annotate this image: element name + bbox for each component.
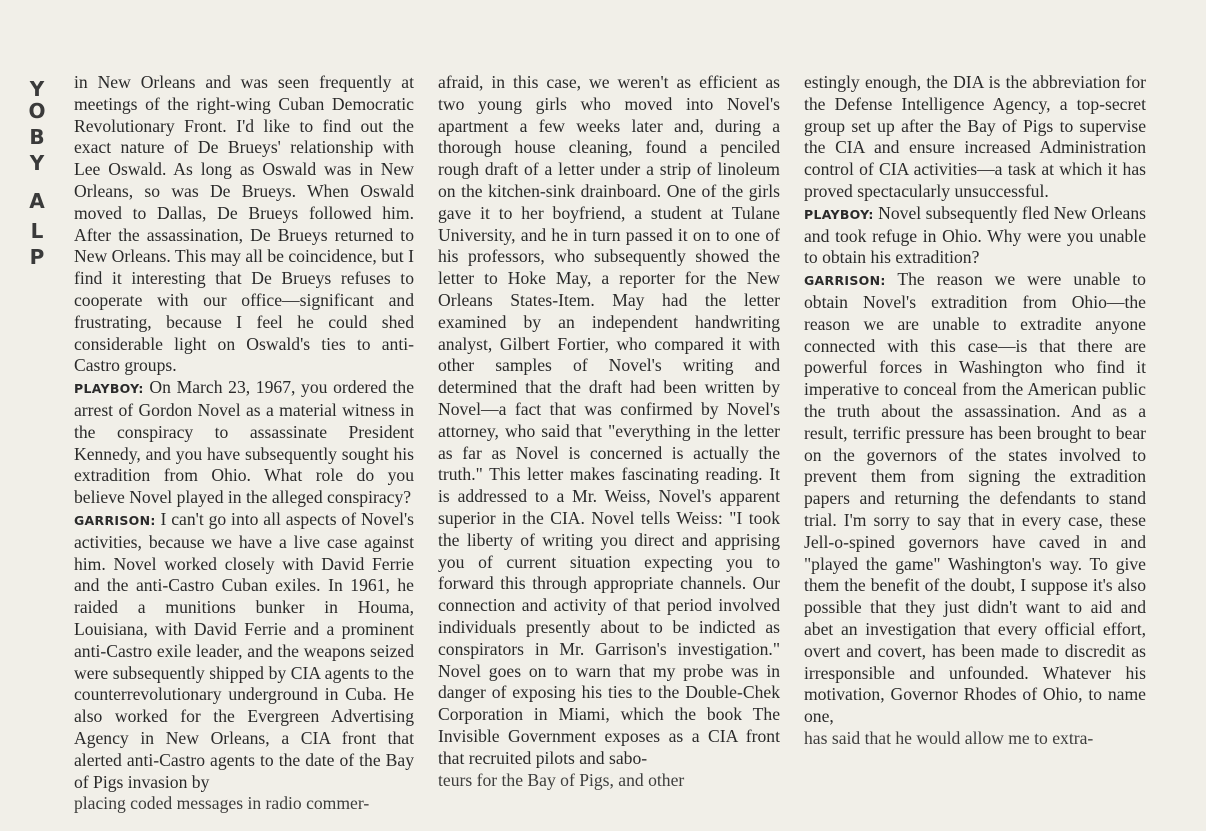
speaker-label: GARRISON: [74, 512, 156, 528]
speaker-label: PLAYBOY: [74, 381, 144, 397]
paragraph: PLAYBOY: Novel subsequently fled New Orleans and took refuge in Ohio. Why were you unable to obtain his extradition? [804, 202, 1146, 268]
cutoff-line: teurs for the Bay of Pigs, and other [438, 769, 685, 790]
paragraph: GARRISON: The reason we were unable to obtain Novel's extradition from Ohio—the reason we are unable to extradite anyone connected with this case—is that there are powerful forces in Washington who find it imperative to conceal from the American public the truth about the assassination. And as a result, terrific pressure has been brought to bear on the governors of the states involved to prevent them from signing the extradition papers and returning the defendants to stand trial. I'm sorry to say that in every case, these Jell-o-spined governors have caved in and "played the game" Washington's way. To give them the benefit of the doubt, I suppose it's also possible that they just didn't want to aid and abet an investigation that every official effort, overt and covert, has been made to discredit as irresponsible and unfounded. Whatever his motivation, Governor Rhodes of Ohio, to name one, [804, 269, 1146, 727]
title-letter: B [29, 125, 45, 149]
speaker-label: GARRISON: [804, 273, 886, 289]
title-letter: O [28, 99, 46, 123]
paragraph: afraid, in this case, we weren't as efficient as two young girls who moved into Novel's apartment a few weeks later and, during a thorough house cleaning, found a penciled rough draft of a letter under a strip of linoleum on the kitchen-sink drainboard. One of the girls gave it to her boyfriend, a student at Tulane University, and he in turn passed it on to one of his professors, who subsequently showed the letter to Hoke May, a reporter for the New Orleans States-Item. May had the letter examined by an independent handwriting analyst, Gilbert Fortier, who compared it with other samples of Novel's writing and determined that the draft had been written by Novel—a fact that was confirmed by Novel's attorney, who said that "everything in the letter as far as Novel is concerned is actually the truth." This letter makes fascinating reading. It is addressed to a Mr. Weiss, Novel's apparent superior in the CIA. Novel tells Weiss: "I took the liberty of writing you direct and apprising you of current situation expecting you to forward this through appropriate channels. Our connection and activity of that period involved individuals presently about to be indicted as conspirators in Mr. Garrison's investigation." Novel goes on to warn that my probe was in danger of exposing his ties to the Double-Chek Corporation in Miami, which the book The Invisible Government exposes as a CIA front that recruited pilots and sabo- [438, 72, 780, 768]
cutoff-line: placing coded messages in radio commer- [74, 793, 370, 814]
paragraph: GARRISON: I can't go into all aspects of Novel's activities, because we have a live case against him. Novel worked closely with David Ferrie and the anti-Castro Cuban exiles. In 1961, he raided a munitions bunker in Houma, Louisiana, with David Ferrie and a prominent anti-Castro exile leader, and the weapons seized were subsequently shipped by CIA agents to the counterrevolutionary underground in Cuba. He also worked for the Evergreen Advertising Agency in New Orleans, a CIA front that alerted anti-Castro agents to the date of the Bay of Pigs invasion by [74, 508, 414, 792]
text-column-3 [804, 72, 1146, 748]
title-letter: A [29, 189, 45, 213]
paragraph: PLAYBOY: On March 23, 1967, you ordered the arrest of Gordon Novel as a material witness in the conspiracy to assassinate President Kennedy, and you have subsequently sought his extradition from Ohio. What role do you believe Novel played in the alleged conspiracy? [74, 377, 414, 508]
cutoff-line: has said that he would allow me to extra- [804, 727, 1094, 748]
title-letter: L [30, 219, 44, 243]
text-column-2 [438, 72, 780, 790]
paragraph: in New Orleans and was seen frequently at meetings of the right-wing Cuban Democratic Revolutionary Front. I'd like to find out the exact nature of De Brueys' relationship with Lee Oswald. As long as Oswald was in New Orleans, so was De Brueys. When Oswald moved to Dallas, De Brueys followed him. After the assassination, De Brueys returned to New Orleans. This may all be coincidence, but I find it interesting that De Brueys refuses to cooperate with our office—significant and frustrating, because I feel he could shed considerable light on Oswald's ties to anti-Castro groups. [74, 72, 414, 376]
paragraph: estingly enough, the DIA is the abbreviation for the Defense Intelligence Agency, a top-secret group set up after the Bay of Pigs to supervise the CIA and ensure increased Administration control of CIA activities—a task at which it has proved spectacularly unsuccessful. [804, 72, 1146, 201]
speaker-label: PLAYBOY: [804, 206, 874, 222]
text-column-1 [74, 72, 414, 813]
title-letter: P [29, 245, 45, 269]
title-letter: Y [29, 151, 45, 175]
title-letter: Y [29, 77, 45, 101]
magazine-side-title [22, 78, 52, 278]
